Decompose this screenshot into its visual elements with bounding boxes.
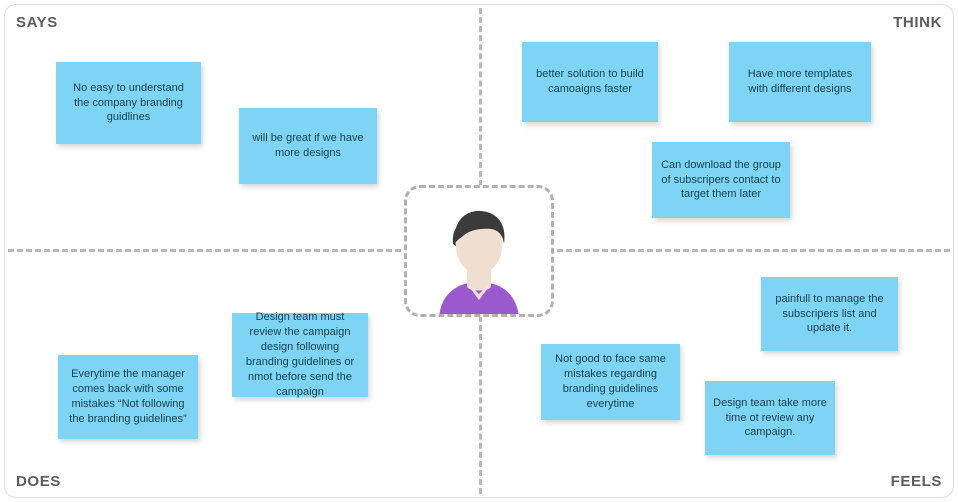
sticky-note-text: Design team must review the campaign design following branding guidelines or nmot before send the campaign xyxy=(245,311,355,398)
sticky-note-text: will be great if we have more designs xyxy=(252,132,364,159)
sticky-note-feels-3[interactable] xyxy=(705,381,835,455)
sticky-note-says-1[interactable] xyxy=(56,62,201,144)
sticky-note-text: No easy to understand the company branding guidlines xyxy=(73,81,184,124)
sticky-note-text: Everytime the manager comes back with some mistakes “Not following the branding guidelines” xyxy=(69,368,187,425)
sticky-note-text: Have more templates with different designs xyxy=(747,68,853,95)
sticky-note-does-1[interactable] xyxy=(232,313,368,397)
sticky-note-think-3[interactable] xyxy=(652,142,790,218)
sticky-note-think-1[interactable] xyxy=(522,42,658,122)
sticky-note-text: painfull to manage the subscripers list and update it. xyxy=(775,292,884,335)
sticky-note-does-2[interactable] xyxy=(58,355,198,439)
sticky-note-feels-1[interactable] xyxy=(761,277,898,351)
quadrant-label-think: THINK xyxy=(893,14,942,31)
persona-card xyxy=(404,185,554,317)
quadrant-label-does: DOES xyxy=(16,473,61,490)
quadrant-label-feels: FEELS xyxy=(890,473,942,490)
sticky-note-think-2[interactable] xyxy=(729,42,871,122)
sticky-note-text: Can download the group of subscripers contact to target them later xyxy=(661,158,781,201)
quadrant-label-says: SAYS xyxy=(16,14,58,31)
sticky-note-feels-2[interactable] xyxy=(541,344,680,420)
sticky-note-says-2[interactable] xyxy=(239,108,377,184)
sticky-note-text: Not good to face same mistakes regarding branding guidelines everytime xyxy=(555,353,666,410)
sticky-note-text: better solution to build camoaigns faster xyxy=(536,68,644,95)
person-avatar-icon xyxy=(419,200,539,317)
sticky-note-text: Design team take more time ot review any campaign. xyxy=(713,396,827,439)
